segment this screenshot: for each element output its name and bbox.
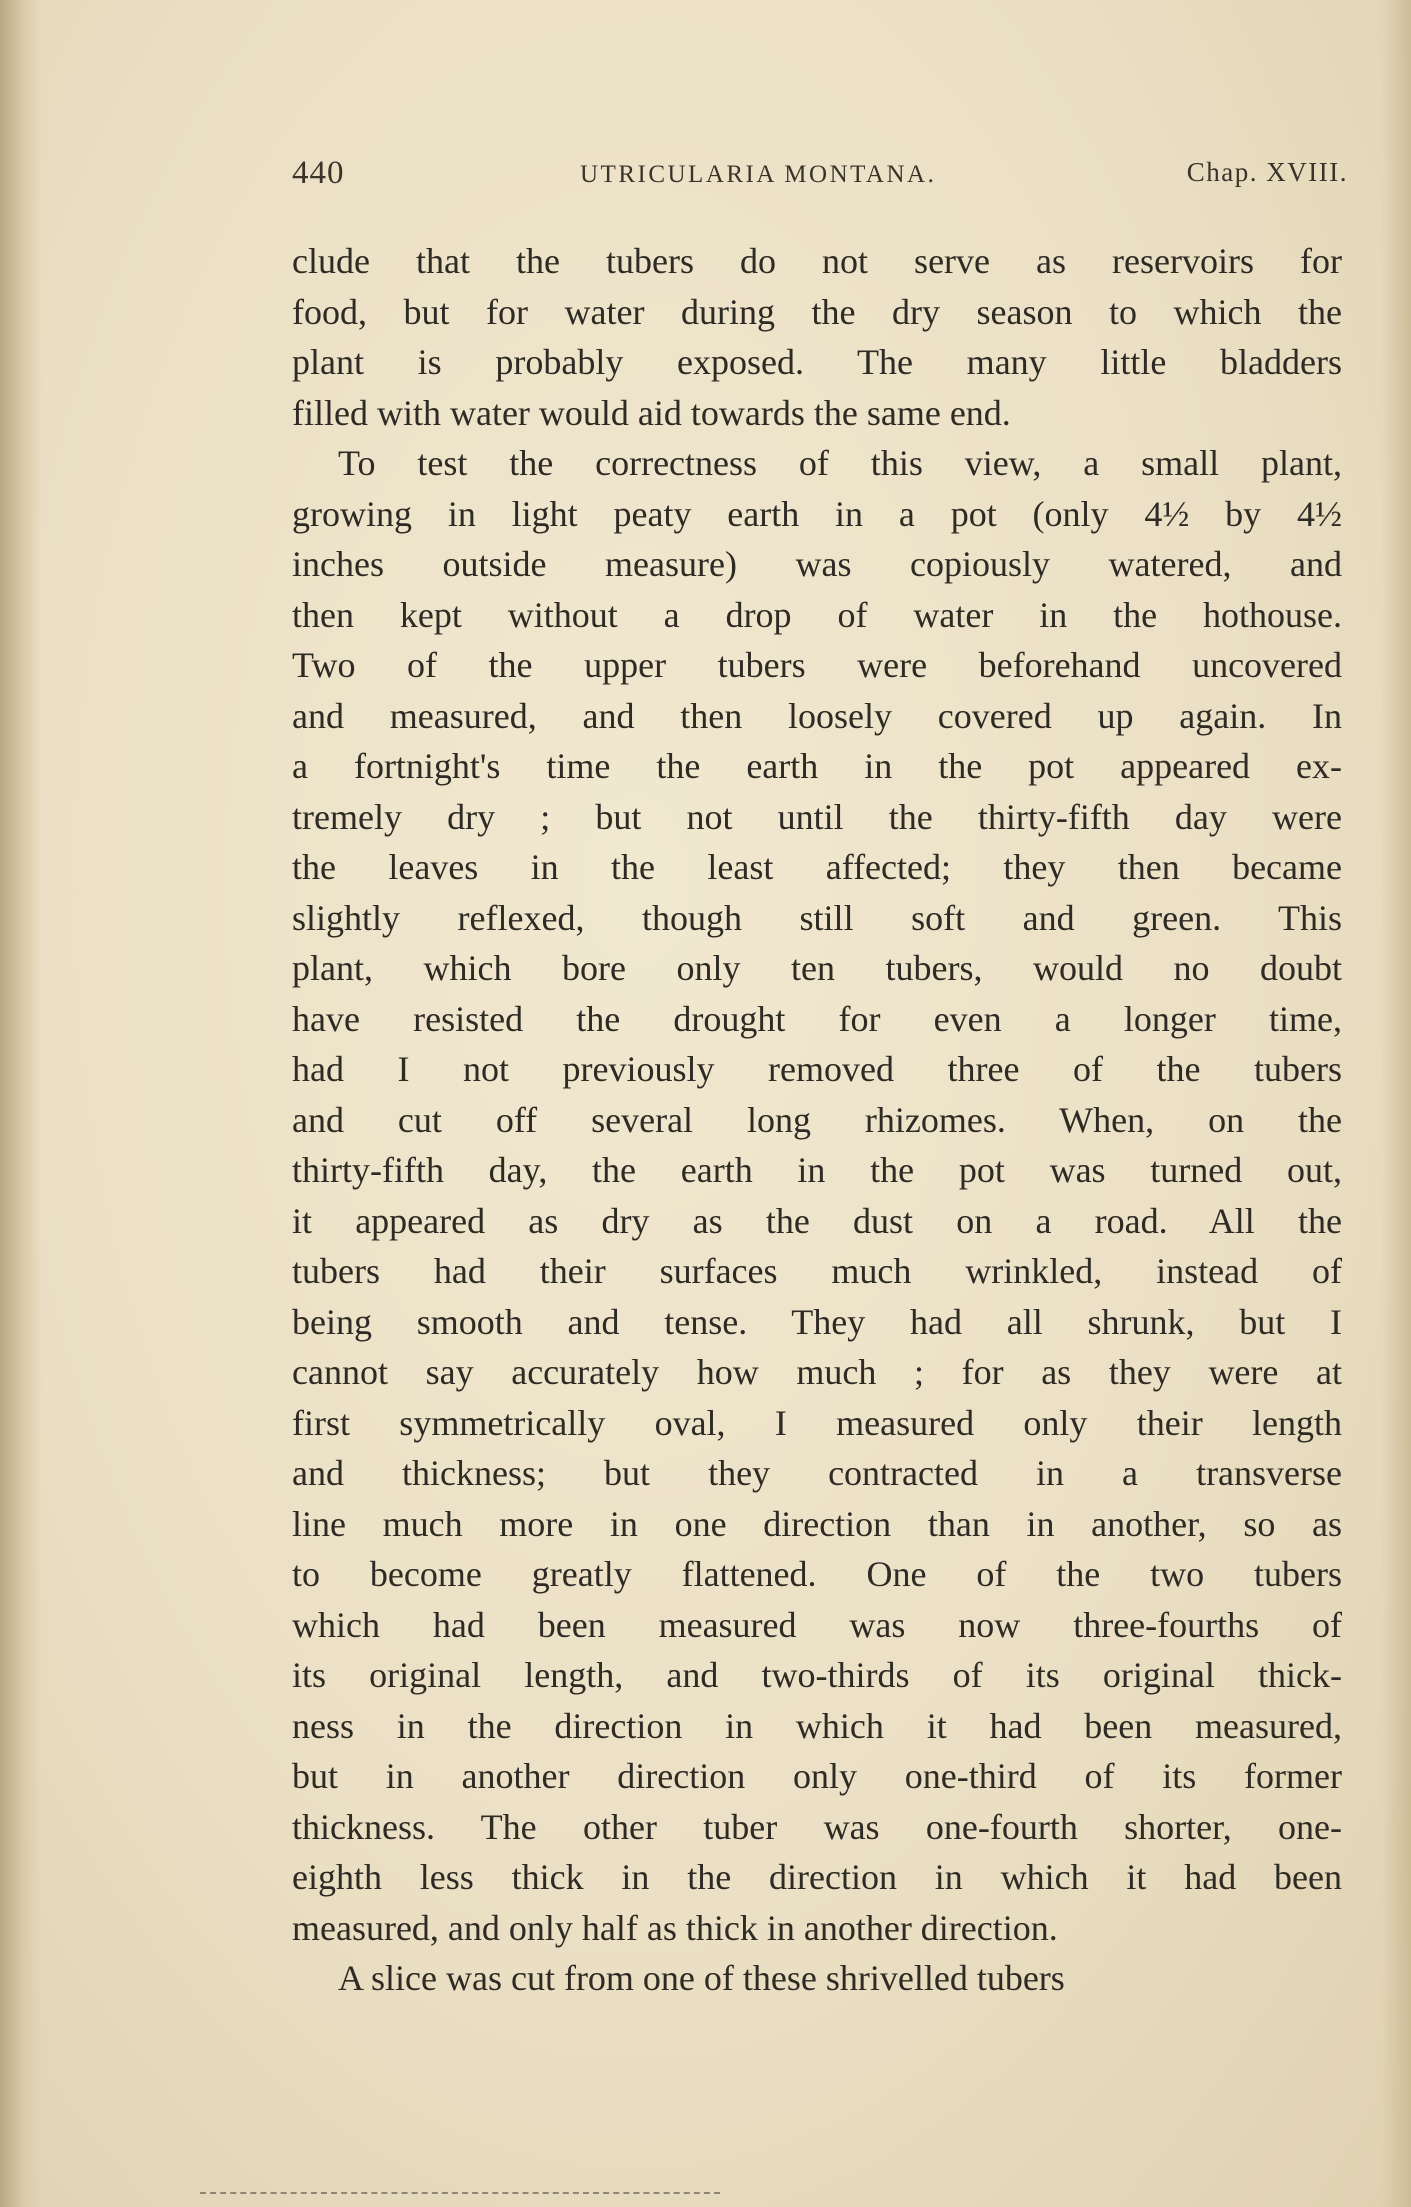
- text-line: slightly reflexed, though still soft and green. This: [292, 897, 1342, 938]
- text-line: eighth less thick in the direction in which it had been: [292, 1857, 1342, 1897]
- text-line: line much more in one direction than in another, so as: [292, 1503, 1342, 1544]
- text-line: first symmetrically oval, I measured only their length: [292, 1402, 1342, 1443]
- text-line: tubers had their surfaces much wrinkled, instead of: [292, 1251, 1342, 1291]
- text-line: filled with water would aid towards the same end.: [292, 392, 1011, 433]
- text-line: growing in light peaty earth in a pot (only 4½ by 4½: [292, 493, 1342, 534]
- body-text: [292, 236, 1342, 2004]
- text-line: plant, which bore only ten tubers, would no doubt: [292, 948, 1342, 988]
- text-line: and cut off several long rhizomes. When, on the: [292, 1099, 1342, 1140]
- bottom-smudge-rule: [200, 2192, 720, 2194]
- running-header: [292, 155, 1348, 205]
- chapter-label: Chap. XVIII.: [1186, 157, 1348, 187]
- text-line: have resisted the drought for even a longer time,: [292, 998, 1342, 1039]
- text-line: and thickness; but they contracted in a transverse: [292, 1453, 1342, 1493]
- binding-edge-shadow: [0, 0, 42, 2207]
- page-number: 440: [292, 155, 345, 191]
- text-line: then kept without a drop of water in the hothouse.: [292, 594, 1342, 635]
- text-line: food, but for water during the dry season to which the: [292, 291, 1342, 332]
- text-line: ness in the direction in which it had been measured,: [292, 1705, 1342, 1746]
- text-line: to become greatly flattened. One of the two tubers: [292, 1554, 1342, 1594]
- text-line: To test the correctness of this view, a small plant,: [338, 443, 1342, 483]
- text-line: but in another direction only one-third of its former: [292, 1756, 1342, 1796]
- text-line: plant is probably exposed. The many little bladders: [292, 342, 1342, 382]
- text-line: thickness. The other tuber was one-fourth shorter, one-: [292, 1806, 1342, 1847]
- text-line: the leaves in the least affected; they then became: [292, 847, 1342, 887]
- text-line: a fortnight's time the earth in the pot appeared ex-: [292, 746, 1342, 786]
- text-line: being smooth and tense. They had all shrunk, but I: [292, 1301, 1342, 1342]
- text-line: A slice was cut from one of these shrivelled tubers: [338, 1958, 1065, 1998]
- text-line: Two of the upper tubers were beforehand uncovered: [292, 645, 1342, 685]
- text-line: which had been measured was now three-fourths of: [292, 1604, 1342, 1645]
- text-line: thirty-fifth day, the earth in the pot was turned out,: [292, 1150, 1342, 1190]
- text-line: inches outside measure) was copiously watered, and: [292, 544, 1342, 584]
- text-line: cannot say accurately how much ; for as they were at: [292, 1352, 1342, 1392]
- text-line: and measured, and then loosely covered up again. In: [292, 695, 1342, 736]
- text-line: it appeared as dry as the dust on a road. All the: [292, 1200, 1342, 1241]
- text-line: clude that the tubers do not serve as reservoirs for: [292, 241, 1342, 281]
- text-line: its original length, and two-thirds of its original thick-: [292, 1655, 1342, 1695]
- text-line: had I not previously removed three of the tubers: [292, 1049, 1342, 1089]
- text-line: measured, and only half as thick in another direction.: [292, 1907, 1058, 1948]
- text-line: tremely dry ; but not until the thirty-fifth day were: [292, 796, 1342, 837]
- running-title: UTRICULARIA MONTANA.: [580, 161, 937, 188]
- page-edge-shadow: [1381, 0, 1411, 2207]
